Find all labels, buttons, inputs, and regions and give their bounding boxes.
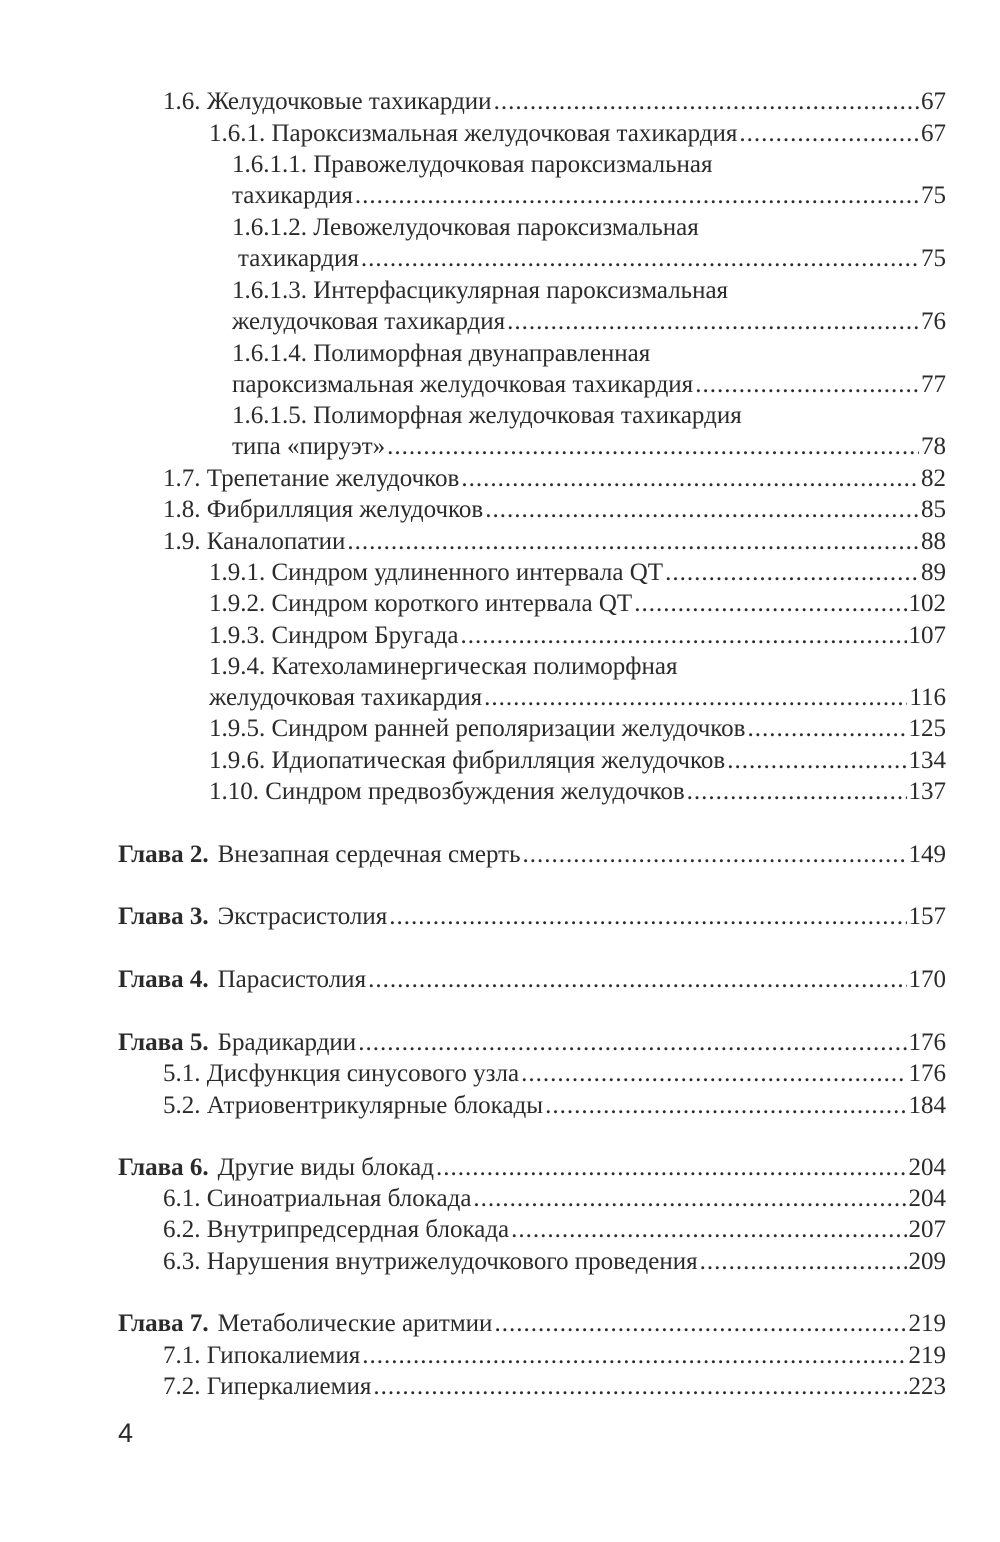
toc-entry-title-continued: желудочковая тахикардия [209, 684, 483, 711]
toc-entry-page: 219 [908, 1342, 946, 1369]
dot-leader [739, 118, 919, 149]
toc-entry-page: 89 [921, 559, 946, 586]
toc-entry-title: Брадикардии [217, 1029, 357, 1056]
dot-leader [747, 713, 906, 744]
toc-entry-title: 1.9.4. Катехоламинергическая полиморфная [209, 653, 678, 680]
dot-leader [373, 1371, 906, 1402]
toc-entry-page: 209 [908, 1248, 946, 1275]
toc-entry-page: 149 [908, 841, 946, 868]
toc-entry-page: 88 [921, 528, 946, 555]
dot-leader [484, 682, 907, 713]
dot-leader [507, 306, 919, 337]
dot-leader [368, 964, 906, 995]
toc-entry-title: 1.6.1. Пароксизмальная желудочковая тахикардия [209, 120, 738, 147]
toc-entry-title: Экстрасистолия [217, 903, 388, 930]
toc-entry-title: Внезапная сердечная смерть [217, 841, 521, 868]
toc-entry-page: 107 [908, 622, 946, 649]
toc-entry-page: 76 [921, 308, 946, 335]
toc-entry-page: 134 [908, 747, 946, 774]
toc-entry-page: 67 [921, 120, 946, 147]
toc-entry-page: 176 [908, 1060, 946, 1087]
toc-entry-page: 204 [908, 1154, 946, 1181]
toc-entry-title: 1.9.3. Синдром Бругада [209, 622, 459, 649]
toc-entry-title: 6.2. Внутрипредсердная блокада [163, 1216, 510, 1243]
toc-entry-title-continued: желудочковая тахикардия [232, 308, 506, 335]
toc-entry-title: 1.9.6. Идиопатическая фибрилляция желудочков [209, 747, 726, 774]
dot-leader [358, 1027, 906, 1058]
dot-leader [436, 1152, 907, 1183]
toc-entry-page: 170 [908, 966, 946, 993]
dot-leader [695, 369, 919, 400]
chapter-number: Глава 7. [118, 1310, 209, 1337]
toc-entry-page: 137 [908, 778, 946, 805]
dot-leader [545, 1090, 906, 1121]
toc-entry-title: 1.6.1.2. Левожелудочковая пароксизмальная [232, 214, 699, 241]
chapter-number: Глава 5. [118, 1029, 209, 1056]
toc-entry-page: 204 [908, 1185, 946, 1212]
chapter-number: Глава 4. [118, 966, 209, 993]
toc-entry-title-continued: пароксизмальная желудочковая тахикардия [232, 371, 694, 398]
toc-entry-title-continued: тахикардия [232, 182, 353, 209]
chapter-number: Глава 2. [118, 841, 209, 868]
toc-entry-page: 157 [908, 903, 946, 930]
dot-leader [460, 620, 906, 651]
toc-entry-page: 77 [921, 371, 946, 398]
toc-entry-page: 78 [921, 433, 946, 460]
dot-leader [389, 901, 906, 932]
dot-leader [523, 839, 907, 870]
dot-leader [634, 588, 906, 619]
toc-entry-page: 184 [908, 1092, 946, 1119]
toc-entry-page: 223 [908, 1373, 946, 1400]
toc-entry-title-continued: типа «пируэт» [232, 433, 386, 460]
toc-entry-page: 85 [921, 496, 946, 523]
toc-entry-title: 1.10. Синдром предвозбуждения желудочков [209, 778, 685, 805]
page-number: 4 [118, 1418, 134, 1448]
toc-entry-title: 1.8. Фибрилляция желудочков [163, 496, 484, 523]
toc-entry-title: 1.6.1.1. Правожелудочковая пароксизмальная [232, 151, 713, 178]
toc-entry-page: 82 [921, 465, 946, 492]
dot-leader [485, 494, 919, 525]
toc-entry-title: 7.2. Гиперкалиемия [163, 1373, 372, 1400]
toc-entry-page: 75 [921, 182, 946, 209]
toc-entry-page: 207 [908, 1216, 946, 1243]
toc-entry-title: 1.6.1.5. Полиморфная желудочковая тахикардия [232, 402, 742, 429]
dot-leader [700, 1246, 907, 1277]
toc-entry-page: 176 [908, 1029, 946, 1056]
toc-entry-title: 6.3. Нарушения внутрижелудочкового проведения [163, 1248, 698, 1275]
toc-entry-page: 102 [908, 590, 946, 617]
dot-leader [511, 1214, 906, 1245]
dot-leader [494, 86, 919, 117]
chapter-number: Глава 3. [118, 903, 209, 930]
toc-entry-title: 1.6.1.4. Полиморфная двунаправленная [232, 340, 651, 367]
chapter-number: Глава 6. [118, 1154, 209, 1181]
dot-leader [473, 1183, 906, 1214]
toc-entry-title: Парасистолия [217, 966, 367, 993]
toc-entry-title: 5.2. Атриовентрикулярные блокады [163, 1092, 544, 1119]
toc-entry-title-continued: тахикардия [238, 245, 359, 272]
dot-leader [347, 526, 919, 557]
dot-leader [687, 776, 907, 807]
toc-entry-page: 125 [908, 715, 946, 742]
toc-entry-page: 219 [908, 1310, 946, 1337]
dot-leader [362, 1340, 906, 1371]
toc-entry-title: 1.9.2. Синдром короткого интервала QT [209, 590, 633, 617]
toc-entry-title: 1.9.1. Синдром удлиненного интервала QT [209, 559, 664, 586]
dot-leader [355, 180, 919, 211]
toc-entry-page: 75 [921, 245, 946, 272]
toc-entry-title: 7.1. Гипокалиемия [163, 1342, 361, 1369]
dot-leader [387, 431, 919, 462]
toc-entry-title: 1.9.5. Синдром ранней реполяризации желудочков [209, 715, 746, 742]
dot-leader [521, 1058, 906, 1089]
dot-leader [494, 1308, 906, 1339]
toc-entry-title: 5.1. Дисфункция синусового узла [163, 1060, 520, 1087]
toc-entry-title: 1.6.1.3. Интерфасцикулярная пароксизмальная [232, 277, 729, 304]
dot-leader [361, 243, 919, 274]
toc-entry-title: 1.7. Трепетание желудочков [163, 465, 460, 492]
toc-entry-page: 67 [921, 88, 946, 115]
toc-entry-title: 1.6. Желудочковые тахикардии [163, 88, 492, 115]
dot-leader [727, 745, 906, 776]
toc-entry-title: 1.9. Каналопатии [163, 528, 346, 555]
toc-entry-page: 116 [909, 684, 946, 711]
toc-entry-title: 6.1. Синоатриальная блокада [163, 1185, 472, 1212]
dot-leader [665, 557, 919, 588]
dot-leader [461, 463, 919, 494]
toc-entry-title: Другие виды блокад [217, 1154, 434, 1181]
toc-entry-title: Метаболические аритмии [217, 1310, 493, 1337]
